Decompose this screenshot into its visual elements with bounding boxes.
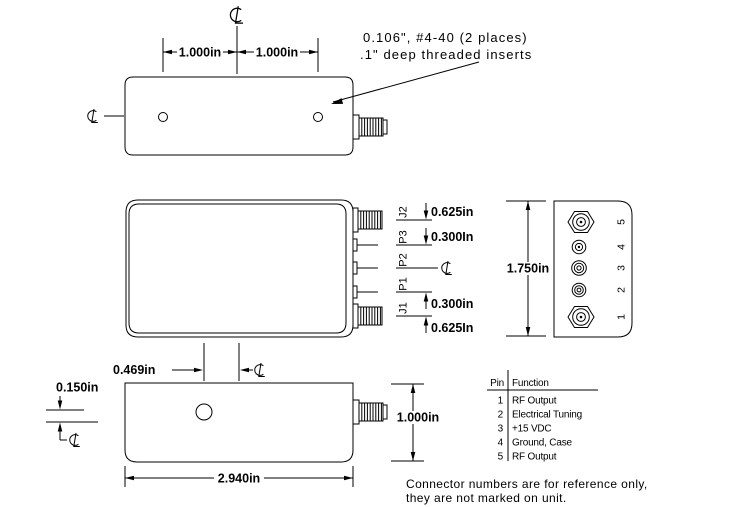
dim-label-body-height: 1.750in xyxy=(506,261,550,276)
sma-connector-top-view xyxy=(353,115,387,139)
dim-label-hole-spacing-left: 1.000in xyxy=(178,45,222,60)
pin-function: RF Output xyxy=(512,451,557,463)
table-row xyxy=(498,424,552,435)
pin-function-table xyxy=(487,370,598,463)
dim-label-P3-offset: 0.300In xyxy=(431,230,474,244)
connector-spacing-dimensions xyxy=(424,203,474,335)
note-line-2: .1" deep threaded inserts xyxy=(360,47,533,62)
table-row xyxy=(498,410,582,421)
connector-label-J2: J2 xyxy=(397,206,410,218)
connector-label-J1: J1 xyxy=(397,302,410,314)
dim-label-J1-offset: 0.625In xyxy=(431,321,474,335)
centerline-icon xyxy=(70,433,80,447)
footnote xyxy=(406,477,648,505)
footnote-line-1: Connector numbers are for reference only, xyxy=(406,477,648,491)
pin-number: 1 xyxy=(497,395,503,407)
height-dimension-1000 xyxy=(391,384,444,461)
top-view xyxy=(88,6,387,155)
pin-number: 3 xyxy=(497,423,503,435)
pin-number: 2 xyxy=(497,409,503,421)
width-dimension-2940 xyxy=(125,466,353,487)
note-leader-line xyxy=(333,62,479,102)
end-view xyxy=(554,201,632,337)
pin-connector-P2 xyxy=(353,262,378,274)
footnote-line-2: they are not marked on unit. xyxy=(406,491,567,505)
centerline-icon xyxy=(442,261,452,275)
pin-function: +15 VDC xyxy=(512,423,552,435)
pin-number: 5 xyxy=(497,451,503,463)
note-line-1: 0.106", #4-40 (2 places) xyxy=(363,30,528,45)
sma-connector-J2 xyxy=(353,208,382,232)
main-view xyxy=(126,200,556,337)
dim-label-hole-spacing-right: 1.000in xyxy=(255,45,299,60)
threaded-insert-note xyxy=(330,30,532,107)
dim-label-side-height: 1.000in xyxy=(396,410,440,425)
height-dimension-1750 xyxy=(501,201,556,336)
connector-label-P3: P3 xyxy=(397,230,410,244)
pin-connector-P3 xyxy=(353,239,378,251)
table-row xyxy=(498,452,557,463)
pin-function: Ground, Case xyxy=(512,437,572,449)
connector-number-1: 1 xyxy=(615,314,628,320)
bottom-view xyxy=(46,343,444,487)
connector-label-P2: P2 xyxy=(397,253,410,267)
main-view-body-outer xyxy=(126,200,353,337)
pin-number: 4 xyxy=(497,437,503,449)
hole-spacing-dimension xyxy=(163,38,318,72)
sma-connector-J1 xyxy=(353,304,382,328)
bottom-view-body xyxy=(125,383,353,462)
connector-number-5: 5 xyxy=(615,219,628,225)
connector-number-2: 2 xyxy=(615,287,628,293)
top-view-body xyxy=(125,77,353,155)
hole-offset-dimension-0469 xyxy=(113,343,265,381)
centerline-icon xyxy=(88,109,124,123)
connector-label-P1: P1 xyxy=(397,277,410,291)
dim-label-P1-offset: 0.300in xyxy=(431,297,474,311)
pin-function: Electrical Tuning xyxy=(512,409,582,421)
table-header-function: Function xyxy=(512,378,549,389)
pin-connector-P1 xyxy=(353,286,378,298)
centerline-icon xyxy=(255,363,265,377)
pin-function: RF Output xyxy=(512,395,557,407)
table-row xyxy=(498,438,573,449)
connector-number-3: 3 xyxy=(615,265,628,271)
dim-label-body-width: 2.940in xyxy=(217,471,261,486)
centerline-icon xyxy=(230,6,243,74)
sma-connector-bottom-view xyxy=(353,400,387,424)
table-row xyxy=(498,396,557,407)
dim-label-J2-offset: 0.625in xyxy=(431,205,474,219)
table-header-pin: Pin xyxy=(490,378,504,389)
connector-number-4: 4 xyxy=(615,244,628,250)
dim-label-hole-offset: 0.469in xyxy=(113,363,156,377)
edge-offset-dimension-0150 xyxy=(46,381,98,447)
dim-label-edge-offset: 0.150in xyxy=(56,380,99,395)
